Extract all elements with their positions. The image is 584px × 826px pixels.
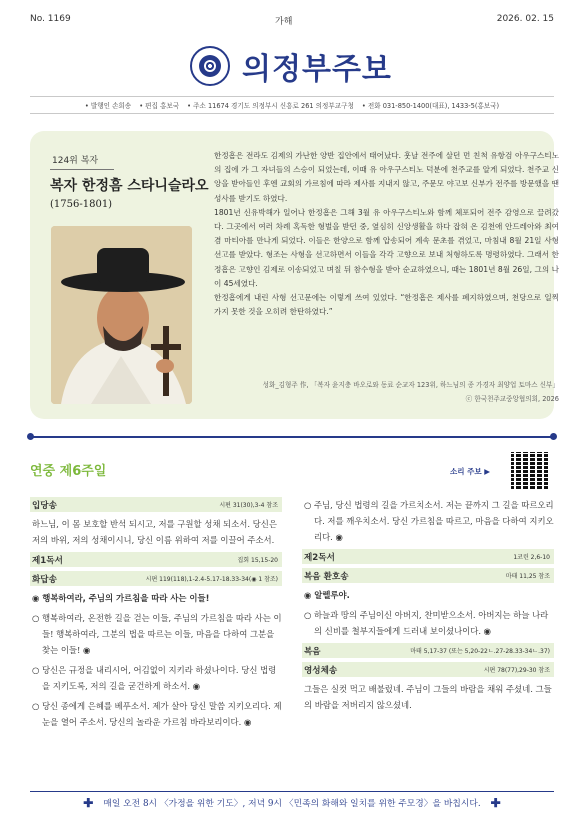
gospel-header <box>302 643 554 658</box>
communion-label: 영성체송 <box>304 665 338 676</box>
alleluia-ref: 마태 11,25 참조 <box>505 573 550 580</box>
liturgy-left-column <box>30 497 282 734</box>
audio-bulletin-link[interactable]: 소리 주보 ▶ <box>450 467 490 476</box>
top-meta-line <box>30 14 554 28</box>
alleluia-header <box>302 568 554 583</box>
editor: • 편집 홍보국 <box>139 102 180 110</box>
prayer-footer <box>30 791 554 813</box>
entrance-ref: 시편 31(30),3-4 참조 <box>219 502 278 509</box>
psalm-verse: ○ 행복하여라, 온전한 길을 걷는 이들, 주님의 가르침을 따라 사는 이들! 행복하여라, 그분의 법을 따르는 이들, 마음을 다하여 그분을 찾는 이들! ◉ <box>32 613 282 655</box>
communion-ref: 시편 78(77),29-30 참조 <box>483 667 550 674</box>
entrance-header <box>30 497 282 512</box>
cross-icon: ✚ <box>83 795 94 810</box>
psalm-verse: ○ 당신은 규정을 내리시어, 어김없이 지키라 하셨나이다. 당신 법령을 지키도록, 저의 길을 굳건하게 하소서. ◉ <box>32 665 277 691</box>
phone: • 전화 031-850-1400(대표), 1433-5(홍보국) <box>361 102 500 110</box>
psalm-verse: ○ 당신 종에게 은혜를 베푸소서. 제가 살아 당신 말씀 지키오리다. 제 눈을 열어 주소서. 당신의 놀라운 가르침 바라보리이다. ◉ <box>32 701 282 727</box>
bulletin-title: 의정부주보 <box>242 52 392 87</box>
communion-text: 그들은 실컷 먹고 배불렀네. 주님이 그들의 바람을 채워 주셨네. 그들의 바람을 저버리지 않으셨네. <box>304 684 552 710</box>
psalm-ref: 시편 119(118),1-2.4-5.17-18.33-34(◉ 1 참조) <box>145 576 278 583</box>
cross-icon: ✚ <box>490 795 501 810</box>
psalm-label: 화답송 <box>32 574 57 585</box>
communion-header <box>302 662 554 677</box>
reading1-label: 제1독서 <box>32 555 63 566</box>
saint-name: 복자 한정흠 스타니슬라오 <box>50 178 209 194</box>
footer-text: 매일 오전 8시 〈가정을 위한 기도〉, 저녁 9시 〈민족의 화해와 일치를 위한 주모경〉을 바칩시다. <box>103 799 481 809</box>
liturgical-year: 가해 <box>275 17 293 27</box>
sunday-title: 연중 제6주일 <box>30 464 107 479</box>
reading2-label: 제2독서 <box>304 552 335 563</box>
bio-paragraph: 1801년 신유박해가 일어나 한정흠은 그해 3월 유 아우구스티노와 함께 체포되어 전주 감영으로 끌려갔다. 그곳에서 여러 차례 혹독한 형벌을 받던 중, 옆심히 신앙생활을 하다 잡혀 온 김천애 안드레아와 최여겸 마티아를 만나게 되었다. 이들은 한양으로 함께 압송되어 계속 문초를 겪었고, 마침내 8월 21일 사형선고를 받았다. 형조는 사형을 선고하면서 이들을 각각 고향으로 보내 처형하도록 명령하였다. 그래서 한정흠은 고향인 김제로 이송되었고 며칠 뒤 참수형을 받아 순교하였으니, 때는 1801년 8월 26일, 그의 나이 45세였다. <box>214 207 559 288</box>
saint-years: (1756-1801) <box>50 199 113 210</box>
saint-portrait <box>51 226 192 404</box>
bio-paragraph: 한정흠에게 내린 사형 선고문에는 이렇게 쓰여 있었다. “한정흠은 제사를 폐지하였으며, 천당으로 일찍 가지 못한 것을 오히려 한탄하였다.” <box>214 293 559 317</box>
saint-feature-panel <box>30 131 559 419</box>
alleluia-verse: ○ 하늘과 땅의 주님이신 아버지, 찬미받으소서. 아버지는 하늘 나라의 신비를 철부지들에게 드러내 보이셨나이다. ◉ <box>304 610 549 636</box>
qr-code-icon[interactable] <box>511 452 548 489</box>
publication-info-bar <box>30 96 554 114</box>
publisher: • 발행인 손희송 <box>84 102 132 110</box>
psalm-verse: ○ 주님, 당신 법령의 길을 가르치소서. 저는 끝까지 그 길을 따르오리다. 저를 깨우치소서. 당신 가르침을 따르고, 마음을 다하여 지키오리다. ◉ <box>304 500 554 542</box>
gospel-ref: 마태 5,17-37 (또는 5,20-22ㄴ.27-28.33-34ㄴ.37) <box>410 648 550 655</box>
entrance-text: 하느님, 이 몸 보호할 반석 되시고, 저를 구원할 성채 되소서. 당신은 저의 바위, 저의 성채이시니, 당신 이름 위하여 저를 이끌어 주소서. <box>32 519 277 545</box>
psalm-refrain: ◉ 행복하여라, 주님의 가르침을 따라 사는 이들! <box>32 593 210 603</box>
gospel-label: 복음 <box>304 646 321 657</box>
reading1-ref: 집회 15,15-20 <box>237 557 278 564</box>
reading2-header <box>302 549 554 564</box>
issue-date: 2026. 02. 15 <box>496 14 554 24</box>
alleluia-refrain: ◉ 알렐루야. <box>304 590 350 600</box>
address: • 주소 11674 경기도 의정부시 신흥로 261 의정부교구청 <box>187 102 354 110</box>
entrance-label: 입당송 <box>32 500 57 511</box>
liturgy-right-column <box>302 497 554 717</box>
section-divider <box>30 436 554 438</box>
issue-number: No. 1169 <box>30 14 71 24</box>
saint-biography <box>214 149 559 319</box>
reading2-ref: 1코린 2,6-10 <box>513 554 550 561</box>
saint-tag: 124위 복자 <box>50 151 114 170</box>
bio-paragraph: 한정흠은 전라도 김제의 가난한 양반 집안에서 태어났다. 훗날 전주에 살던 먼 친척 유항검 아우구스티노의 집에 가 그 자녀들의 스승이 되었는데, 이때 유 아우구스티노 덕분에 천주교를 알게 되었다. 천주교 신앙을 받아들인 후엔 교회의 가르침에 따라 제사를 지내지 않고, 주문모 야고보 신부가 전주를 방문했을 땐 성사를 받기도 하였다. <box>214 151 559 203</box>
artwork-credit: 성화_김형주 作, 「복자 윤지충 바오로와 동료 순교자 123위, 하느님의 종 가경자 최양업 토마스 신부」 <box>262 381 559 389</box>
alleluia-label: 복음 환호송 <box>304 571 349 582</box>
psalm-header <box>30 571 282 586</box>
masthead <box>190 42 392 90</box>
reading1-header <box>30 552 282 567</box>
copyright: ⓒ 한국천주교중앙협의회, 2026 <box>465 395 559 403</box>
diocese-seal-icon <box>190 46 230 86</box>
